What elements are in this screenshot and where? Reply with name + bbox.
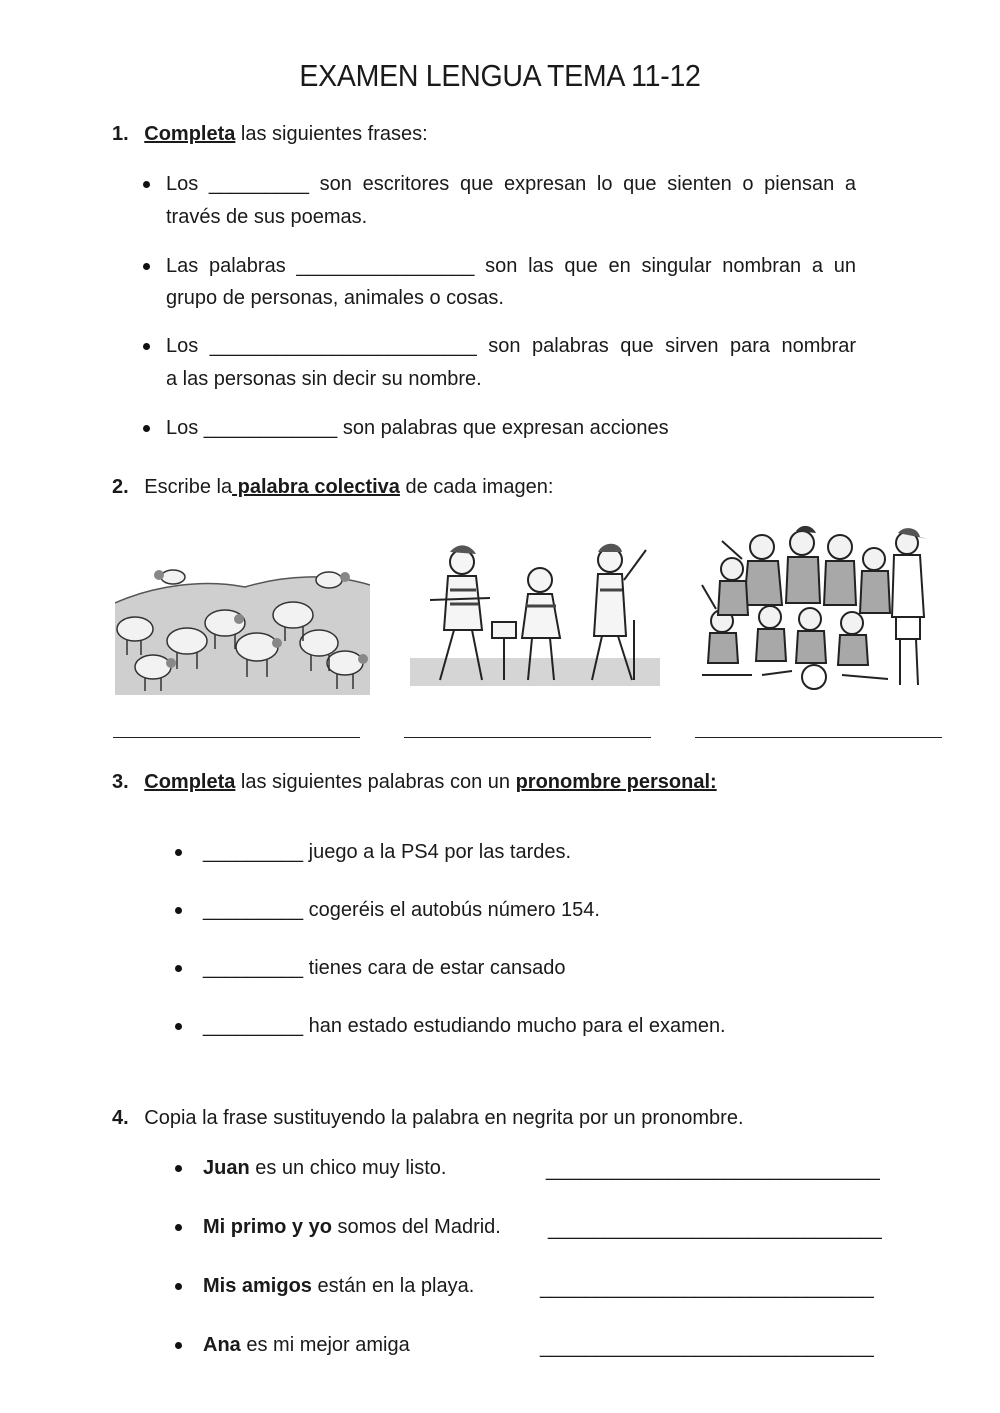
- bullet-icon: [143, 181, 150, 188]
- sheep-flock-image: [115, 545, 370, 695]
- q4-item-1-text: es un chico muy listo.: [249, 1157, 447, 1179]
- bullet-icon: [143, 263, 150, 270]
- q4-item-3-bold: Mis amigos: [203, 1275, 312, 1297]
- q3-item-2: _________ cogeréis el autobús número 154.: [203, 899, 600, 921]
- q3-item-3: _________ tienes cara de estar cansado: [203, 957, 566, 979]
- answer-line-3[interactable]: [695, 737, 942, 738]
- question-3-number: 3.: [112, 771, 129, 793]
- question-1-number: 1.: [112, 123, 129, 145]
- q1-item-2-line-1: Las palabras ________________ son las que en singular nombran a un: [166, 255, 856, 277]
- bullet-icon: [175, 965, 182, 972]
- question-4-number: 4.: [112, 1107, 129, 1129]
- q1-item-1-line-1: Los _________ son escritores que expresan lo que sienten o piensan a: [166, 173, 856, 195]
- question-3-heading: [112, 771, 717, 794]
- q4-item-2: [203, 1211, 501, 1244]
- question-2-keyword: palabra colectiva: [232, 476, 400, 498]
- q1-item-3-line-2: a las personas sin decir su nombre.: [166, 368, 482, 390]
- q4-item-2-bold: Mi primo y yo: [203, 1216, 332, 1238]
- question-3-verb: Completa: [144, 771, 236, 793]
- q4-answer-line-4[interactable]: ______________________________: [540, 1336, 874, 1358]
- q3-item-4: _________ han estado estudiando mucho para el examen.: [203, 1015, 726, 1037]
- q4-item-3: [203, 1270, 474, 1303]
- q4-item-3-text: están en la playa.: [311, 1275, 475, 1297]
- q4-answer-line-1[interactable]: ______________________________: [546, 1159, 880, 1181]
- football-team-image: [692, 525, 937, 695]
- music-band-image: [410, 540, 660, 690]
- bullet-icon: [175, 1283, 182, 1290]
- q4-item-4: [203, 1329, 410, 1362]
- q4-item-4-text: es mi mejor amiga: [240, 1334, 410, 1356]
- q4-item-2-text: somos del Madrid.: [331, 1216, 501, 1238]
- q1-item-1-line-2: través de sus poemas.: [166, 206, 368, 228]
- bullet-icon: [175, 1165, 182, 1172]
- answer-line-2[interactable]: [404, 737, 651, 738]
- q1-item-4-line-1: Los ____________ son palabras que expresan acciones: [166, 417, 669, 439]
- q1-item-2-line-2: grupo de personas, animales o cosas.: [166, 287, 504, 309]
- question-4-text: Copia la frase sustituyendo la palabra en negrita por un pronombre.: [144, 1107, 744, 1129]
- question-3-keyword: pronombre personal:: [515, 771, 717, 793]
- bullet-icon: [175, 1342, 182, 1349]
- bullet-icon: [143, 425, 150, 432]
- q4-item-4-bold: Ana: [203, 1334, 241, 1356]
- q4-item-1-bold: Juan: [203, 1157, 250, 1179]
- q4-item-1: [203, 1152, 446, 1185]
- page-title: EXAMEN LENGUA TEMA 11-12: [299, 58, 701, 93]
- question-4-heading: [112, 1107, 744, 1130]
- bullet-icon: [175, 849, 182, 856]
- q4-answer-line-2[interactable]: ______________________________: [548, 1218, 882, 1240]
- question-2-text-pre: Escribe la: [144, 476, 233, 498]
- question-3-text: las siguientes palabras con un: [235, 771, 516, 793]
- question-1-heading: [112, 123, 428, 146]
- bullet-icon: [175, 907, 182, 914]
- question-1-text: las siguientes frases:: [235, 123, 428, 145]
- question-1-verb: Completa: [144, 123, 236, 145]
- bullet-icon: [175, 1023, 182, 1030]
- question-2-text-post: de cada imagen:: [399, 476, 554, 498]
- q3-item-1: _________ juego a la PS4 por las tardes.: [203, 841, 572, 863]
- answer-line-1[interactable]: [113, 737, 360, 738]
- q4-answer-line-3[interactable]: ______________________________: [540, 1277, 874, 1299]
- question-2-heading: [112, 476, 553, 499]
- q1-item-3-line-1: Los ________________________ son palabras que sirven para nombrar: [166, 335, 856, 357]
- bullet-icon: [175, 1224, 182, 1231]
- question-2-number: 2.: [112, 476, 129, 498]
- bullet-icon: [143, 343, 150, 350]
